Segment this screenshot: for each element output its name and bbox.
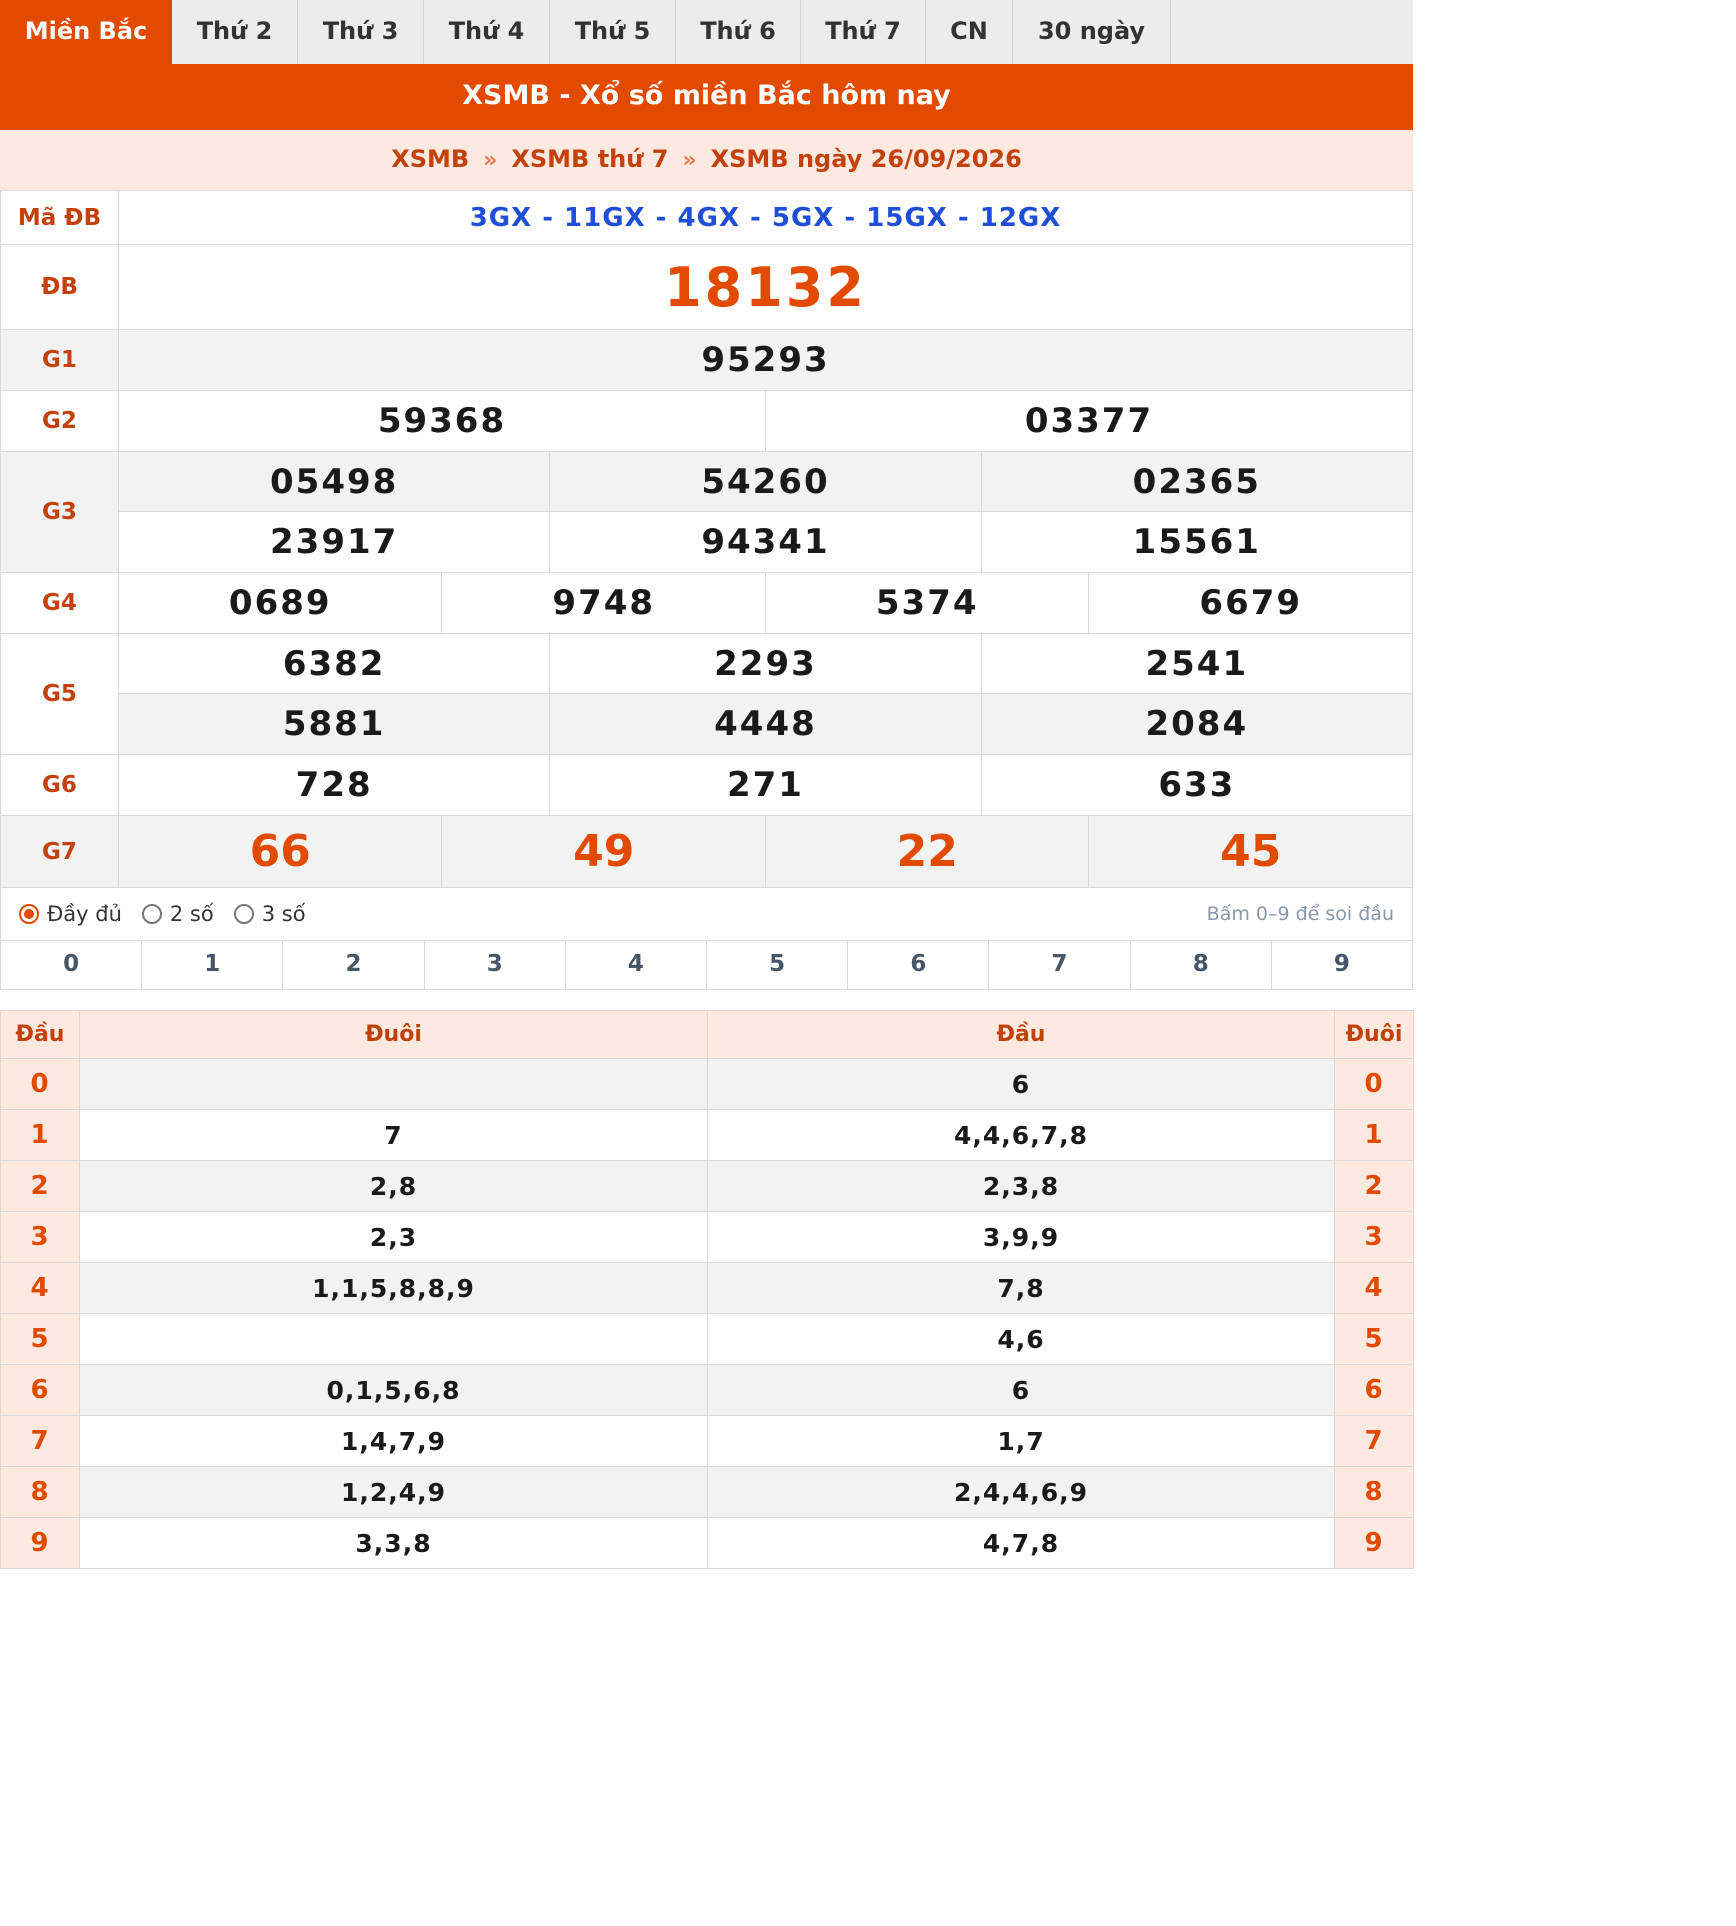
tab-mien-bac[interactable]: Miền Bắc bbox=[0, 0, 172, 64]
prize-g5: 2541 bbox=[981, 634, 1412, 694]
tab-cn[interactable]: CN bbox=[926, 0, 1013, 64]
prize-g5: 2293 bbox=[550, 634, 981, 694]
tail-digit: 0 bbox=[1335, 1059, 1414, 1110]
table-row bbox=[1, 1212, 1414, 1263]
digit-hint: Bấm 0–9 để soi đầu bbox=[1206, 903, 1394, 925]
table-row bbox=[1, 1314, 1414, 1365]
tail-values bbox=[80, 1059, 708, 1110]
tab-thu-7[interactable]: Thứ 7 bbox=[801, 0, 926, 64]
head-digit: 5 bbox=[1, 1314, 80, 1365]
prize-g3: 23917 bbox=[119, 512, 550, 573]
digit-button-2[interactable]: 2 bbox=[283, 941, 424, 989]
prize-g5: 5881 bbox=[119, 694, 550, 755]
tail-digit: 2 bbox=[1335, 1161, 1414, 1212]
digit-button-0[interactable]: 0 bbox=[1, 941, 142, 989]
digit-button-3[interactable]: 3 bbox=[425, 941, 566, 989]
digit-button-1[interactable]: 1 bbox=[142, 941, 283, 989]
g2-label: G2 bbox=[1, 391, 119, 452]
tail-values: 1,1,5,8,8,9 bbox=[80, 1263, 708, 1314]
tail-values: 2,3 bbox=[80, 1212, 708, 1263]
special-codes: 3GX - 11GX - 4GX - 5GX - 15GX - 12GX bbox=[119, 191, 1413, 245]
head-values: 4,7,8 bbox=[708, 1518, 1335, 1569]
tab-thu-3[interactable]: Thứ 3 bbox=[298, 0, 424, 64]
breadcrumb-xsmb[interactable]: XSMB bbox=[391, 145, 470, 173]
tab-thu-5[interactable]: Thứ 5 bbox=[550, 0, 676, 64]
madb-label: Mã ĐB bbox=[1, 191, 119, 245]
head-values: 4,4,6,7,8 bbox=[708, 1110, 1335, 1161]
g1-label: G1 bbox=[1, 330, 119, 391]
display-options bbox=[0, 888, 1413, 940]
prize-g7: 45 bbox=[1089, 816, 1413, 888]
table-row bbox=[1, 1110, 1414, 1161]
prize-g7: 49 bbox=[442, 816, 765, 888]
tail-values: 2,8 bbox=[80, 1161, 708, 1212]
table-row bbox=[1, 1263, 1414, 1314]
prize-g2: 59368 bbox=[119, 391, 766, 452]
head-values: 1,7 bbox=[708, 1416, 1335, 1467]
g3-label: G3 bbox=[1, 452, 119, 573]
prize-g1: 95293 bbox=[119, 330, 1413, 391]
breadcrumb-date[interactable]: XSMB ngày 26/09/2026 bbox=[710, 145, 1022, 173]
tab-thu-4[interactable]: Thứ 4 bbox=[424, 0, 550, 64]
tail-values: 7 bbox=[80, 1110, 708, 1161]
option-three-digits[interactable] bbox=[234, 902, 306, 926]
table-row bbox=[1, 1416, 1414, 1467]
table-row bbox=[1, 1161, 1414, 1212]
tail-digit: 9 bbox=[1335, 1518, 1414, 1569]
digit-button-7[interactable]: 7 bbox=[989, 941, 1130, 989]
prize-g3: 54260 bbox=[550, 452, 981, 512]
tail-digit: 1 bbox=[1335, 1110, 1414, 1161]
head-values: 2,3,8 bbox=[708, 1161, 1335, 1212]
prize-g7: 22 bbox=[765, 816, 1088, 888]
breadcrumb-separator: » bbox=[483, 148, 498, 173]
prize-g4: 9748 bbox=[442, 573, 765, 634]
head-digit: 4 bbox=[1, 1263, 80, 1314]
breadcrumb bbox=[0, 130, 1413, 190]
option-full[interactable] bbox=[19, 902, 122, 926]
option-two-label: 2 số bbox=[169, 902, 214, 926]
head-digit: 0 bbox=[1, 1059, 80, 1110]
prize-g3: 02365 bbox=[981, 452, 1412, 512]
digit-button-4[interactable]: 4 bbox=[566, 941, 707, 989]
table-row bbox=[1, 1365, 1414, 1416]
tail-digit: 6 bbox=[1335, 1365, 1414, 1416]
head-digit: 7 bbox=[1, 1416, 80, 1467]
digit-button-9[interactable]: 9 bbox=[1333, 951, 1350, 977]
digit-button-6[interactable]: 6 bbox=[848, 941, 989, 989]
prize-g4: 5374 bbox=[765, 573, 1088, 634]
page-title: XSMB - Xổ số miền Bắc hôm nay bbox=[0, 64, 1413, 130]
digit-button-8[interactable]: 8 bbox=[1131, 941, 1272, 989]
prize-g7: 66 bbox=[119, 816, 442, 888]
prize-g3: 15561 bbox=[981, 512, 1412, 573]
head-digit: 8 bbox=[1, 1467, 80, 1518]
radio-selected-icon[interactable] bbox=[19, 904, 39, 924]
prize-g6: 271 bbox=[550, 755, 981, 816]
special-prize: 18132 bbox=[119, 245, 1413, 330]
tab-30-ngay[interactable]: 30 ngày bbox=[1013, 0, 1171, 64]
prize-g5: 2084 bbox=[981, 694, 1412, 755]
option-three-label: 3 số bbox=[261, 902, 306, 926]
prize-g2: 03377 bbox=[765, 391, 1412, 452]
prize-g4: 0689 bbox=[119, 573, 442, 634]
g7-label: G7 bbox=[1, 816, 119, 888]
head-values: 3,9,9 bbox=[708, 1212, 1335, 1263]
head-values: 2,4,4,6,9 bbox=[708, 1467, 1335, 1518]
head-digit: 1 bbox=[1, 1110, 80, 1161]
tail-values: 1,2,4,9 bbox=[80, 1467, 708, 1518]
prize-g3: 05498 bbox=[119, 452, 550, 512]
breadcrumb-separator: » bbox=[682, 148, 697, 173]
results-table bbox=[0, 190, 1413, 888]
prize-g6: 728 bbox=[119, 755, 550, 816]
head-digit: 2 bbox=[1, 1161, 80, 1212]
prize-g3: 94341 bbox=[550, 512, 981, 573]
table-row bbox=[1, 1059, 1414, 1110]
head-digit: 9 bbox=[1, 1518, 80, 1569]
g5-label: G5 bbox=[1, 634, 119, 755]
digit-filter bbox=[0, 940, 1413, 990]
tail-values: 0,1,5,6,8 bbox=[80, 1365, 708, 1416]
head-values: 6 bbox=[708, 1059, 1335, 1110]
tail-digit: 7 bbox=[1335, 1416, 1414, 1467]
head-values: 7,8 bbox=[708, 1263, 1335, 1314]
breadcrumb-xsmb-thu-7[interactable]: XSMB thứ 7 bbox=[511, 145, 669, 173]
option-two-digits[interactable] bbox=[142, 902, 214, 926]
head-digit: 3 bbox=[1, 1212, 80, 1263]
region-tabs bbox=[0, 0, 1413, 64]
tail-digit: 8 bbox=[1335, 1467, 1414, 1518]
tab-thu-2[interactable]: Thứ 2 bbox=[172, 0, 298, 64]
header-dau: Đầu bbox=[708, 1011, 1335, 1059]
tail-values bbox=[80, 1314, 708, 1365]
tab-thu-6[interactable]: Thứ 6 bbox=[676, 0, 801, 64]
prize-g5: 6382 bbox=[119, 634, 550, 694]
prize-g6: 633 bbox=[981, 755, 1412, 816]
tail-digit: 4 bbox=[1335, 1263, 1414, 1314]
head-digit: 6 bbox=[1, 1365, 80, 1416]
option-full-label: Đầy đủ bbox=[47, 902, 122, 926]
digit-button-5[interactable]: 5 bbox=[707, 941, 848, 989]
loto-table bbox=[0, 1010, 1414, 1569]
radio-icon[interactable] bbox=[142, 904, 162, 924]
g6-label: G6 bbox=[1, 755, 119, 816]
table-row bbox=[1, 1467, 1414, 1518]
tail-values: 1,4,7,9 bbox=[80, 1416, 708, 1467]
tail-digit: 5 bbox=[1335, 1314, 1414, 1365]
header-duoi: Đuôi bbox=[1335, 1011, 1414, 1059]
tail-values: 3,3,8 bbox=[80, 1518, 708, 1569]
prize-g5: 4448 bbox=[550, 694, 981, 755]
prize-g4: 6679 bbox=[1089, 573, 1413, 634]
header-duoi: Đuôi bbox=[80, 1011, 708, 1059]
table-row bbox=[1, 1518, 1414, 1569]
db-label: ĐB bbox=[1, 245, 119, 330]
radio-icon[interactable] bbox=[234, 904, 254, 924]
g4-label: G4 bbox=[1, 573, 119, 634]
head-values: 6 bbox=[708, 1365, 1335, 1416]
head-values: 4,6 bbox=[708, 1314, 1335, 1365]
header-dau: Đầu bbox=[1, 1011, 80, 1059]
tail-digit: 3 bbox=[1335, 1212, 1414, 1263]
